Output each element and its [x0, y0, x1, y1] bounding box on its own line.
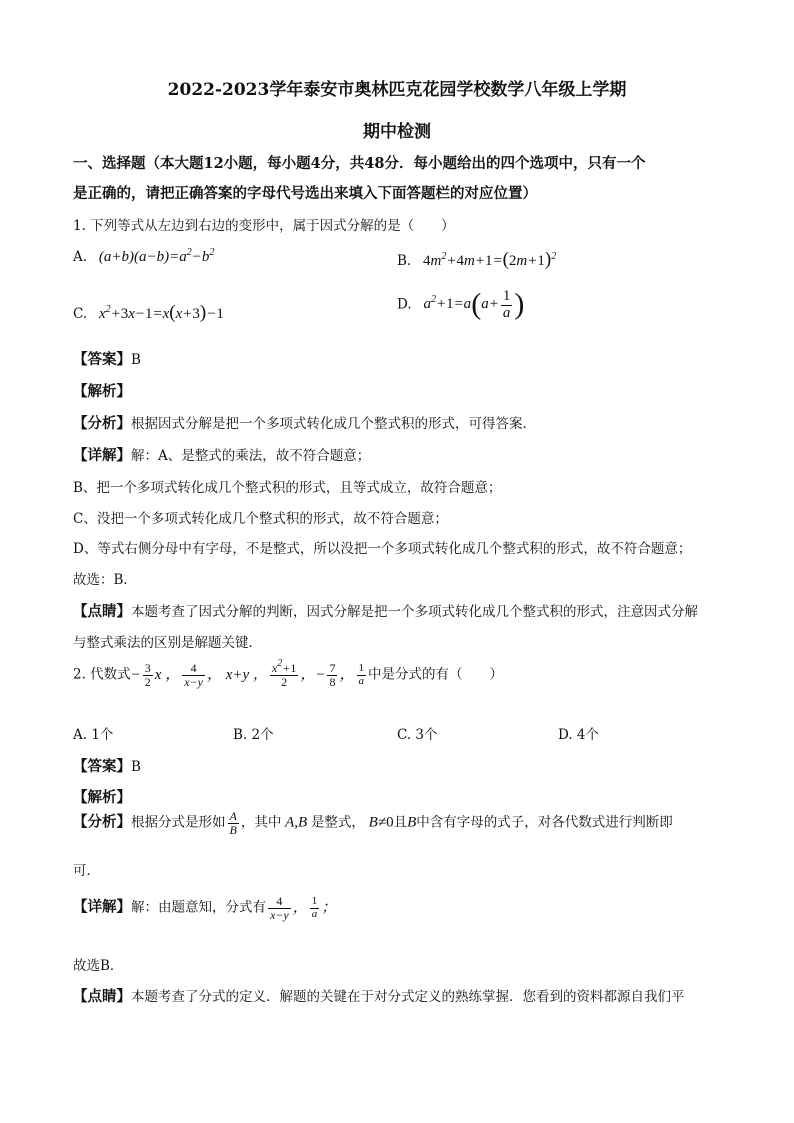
- q1-option-d-label: D.: [397, 296, 412, 313]
- q2-option-b: B. 2个: [233, 727, 274, 743]
- q2-expressions: − $\frac{3}{2}$ x ， $\frac{4}{x-y}$ ， x+y ， $\frac{x^2+1}{2}$ ，− $\frac{7}{8}$ ， $\frac{1}{a}$: [130, 658, 364, 689]
- q1-option-d-formula: $a^2+1=a(a+$ $\frac{1}{a}$ ): [415, 287, 525, 321]
- q1-xiangjie-c: C、没把一个多项式转化成几个整式积的形式，故不符合题意；: [73, 511, 448, 527]
- q2-fenxi-condition: B≠0: [364, 814, 394, 831]
- q2-dianjing-text: 本题考查了分式的定义．解题的关键在于对分式定义的熟练掌握．您看到的资料都源自我们平: [131, 989, 685, 1005]
- q1-dianjing-text: 本题考查了因式分解的判断，因式分解是把一个多项式转化成几个整式积的形式，注意因式分解: [131, 604, 698, 620]
- q1-xiangjie-a: [73, 444, 370, 465]
- q2-answer-tag: 【答案】: [73, 758, 131, 775]
- q2-stem: [73, 658, 503, 689]
- q2-answer-value: B: [131, 759, 141, 775]
- q2-fenxi-ab: A,B: [281, 814, 311, 831]
- q1-dianjing-line1: [73, 600, 698, 621]
- q1-fenxi-tag: 【分析】: [73, 415, 131, 432]
- q1-answer-value: B: [131, 352, 141, 368]
- q1-fenxi-text: 根据因式分解是把一个多项式转化成几个整式积的形式，可得答案．: [131, 416, 536, 432]
- q1-option-b: [397, 249, 556, 271]
- q1-fenxi: [73, 412, 536, 433]
- q1-option-a-label: A.: [73, 249, 88, 265]
- q2-option-c: C. 3个: [397, 727, 438, 743]
- q1-option-a-formula: $(a+b)(a-b)=a^2-b^2$: [91, 247, 215, 265]
- q1-xiangjie-b: B、把一个多项式转化成几个整式积的形式，且等式成立，故符合题意；: [73, 480, 502, 496]
- page-title: 2022-2023学年泰安市奥林匹克花园学校数学八年级上学期: [167, 80, 627, 100]
- q2-fenxi-tag: 【分析】: [73, 813, 131, 831]
- q2-dianjing-tag: 【点睛】: [73, 988, 131, 1005]
- q1-answer-tag: 【答案】: [73, 351, 131, 368]
- q2-fenxi-pre: 根据分式是形如: [131, 814, 226, 831]
- q1-xiangjie-d: D、等式右侧分母中有字母，不是整式，所以没把一个多项式转化成几个整式积的形式，故不符合题意；: [73, 541, 692, 557]
- q1-option-a: [73, 249, 214, 266]
- q2-option-a: A. 1个: [73, 727, 114, 743]
- q2-fenxi-post: 中含有字母的式子，对各代数式进行判断即: [416, 814, 673, 831]
- q2-option-d: D. 4个: [558, 727, 600, 743]
- q2-dianjing: [73, 985, 685, 1006]
- q2-fenxi-b: B: [407, 814, 417, 831]
- q2-fenxi-mid1: ，其中: [240, 814, 282, 831]
- q1-choose: 故选：B．: [73, 572, 137, 588]
- q2-fenxi: [73, 810, 673, 836]
- q2-fenxi-fraction: $\frac{A}{B}$: [229, 809, 237, 837]
- q1-analysis-tag: 【解析】: [73, 383, 131, 400]
- q1-dianjing-tag: 【点睛】: [73, 603, 131, 620]
- q1-xiangjie-tag: 【详解】: [73, 447, 131, 464]
- q1-option-b-label: B.: [397, 253, 412, 269]
- q2-xiangjie-tag: 【详解】: [73, 898, 131, 916]
- q2-xiangjie-pre: 解：由题意知，分式有: [131, 899, 266, 916]
- section-heading-line1: 一、选择题（本大题12小题，每小题4分，共48分．每小题给出的四个选项中，只有一个: [73, 155, 646, 172]
- q1-option-c-label: C.: [73, 306, 88, 322]
- q1-xiangjie-a-text: 解：A、是整式的乘法，故不符合题意；: [131, 448, 371, 464]
- q1-option-b-formula: $4m^2+4m+1=(2m+1)^2$: [423, 249, 557, 270]
- q2-analysis-tag: 【解析】: [73, 789, 131, 806]
- page-subtitle: 期中检测: [363, 122, 431, 142]
- q2-xiangjie-fractions: $\frac{4}{x-y}$ ， $\frac{1}{a}$ ；: [270, 894, 337, 922]
- q2-fenxi-line2: 可．: [73, 863, 100, 879]
- q2-fenxi-mid3: 且: [393, 814, 408, 831]
- section-heading-line2: 是正确的，请把正确答案的字母代号选出来填入下面答题栏的对应位置）: [73, 185, 537, 202]
- q1-stem: 1. 下列等式从左边到右边的变形中，属于因式分解的是（ ）: [73, 218, 455, 234]
- q2-choose: 故选B．: [73, 958, 124, 974]
- q2-fenxi-mid2: 是整式，: [310, 814, 365, 831]
- q1-option-c-formula: $x^2+3x-1=x(x+3)-1$: [91, 302, 224, 323]
- q1-option-d: [397, 288, 524, 322]
- q2-xiangjie: [73, 895, 336, 921]
- q1-dianjing-line2: 与整式乘法的区别是解题关键．: [73, 635, 262, 651]
- q2-stem-prefix: 2. 代数式: [73, 666, 131, 683]
- q2-stem-suffix: 中是分式的有（ ）: [368, 666, 503, 683]
- q1-option-c: [73, 302, 224, 324]
- q1-answer: [73, 348, 141, 369]
- q2-answer: [73, 755, 141, 776]
